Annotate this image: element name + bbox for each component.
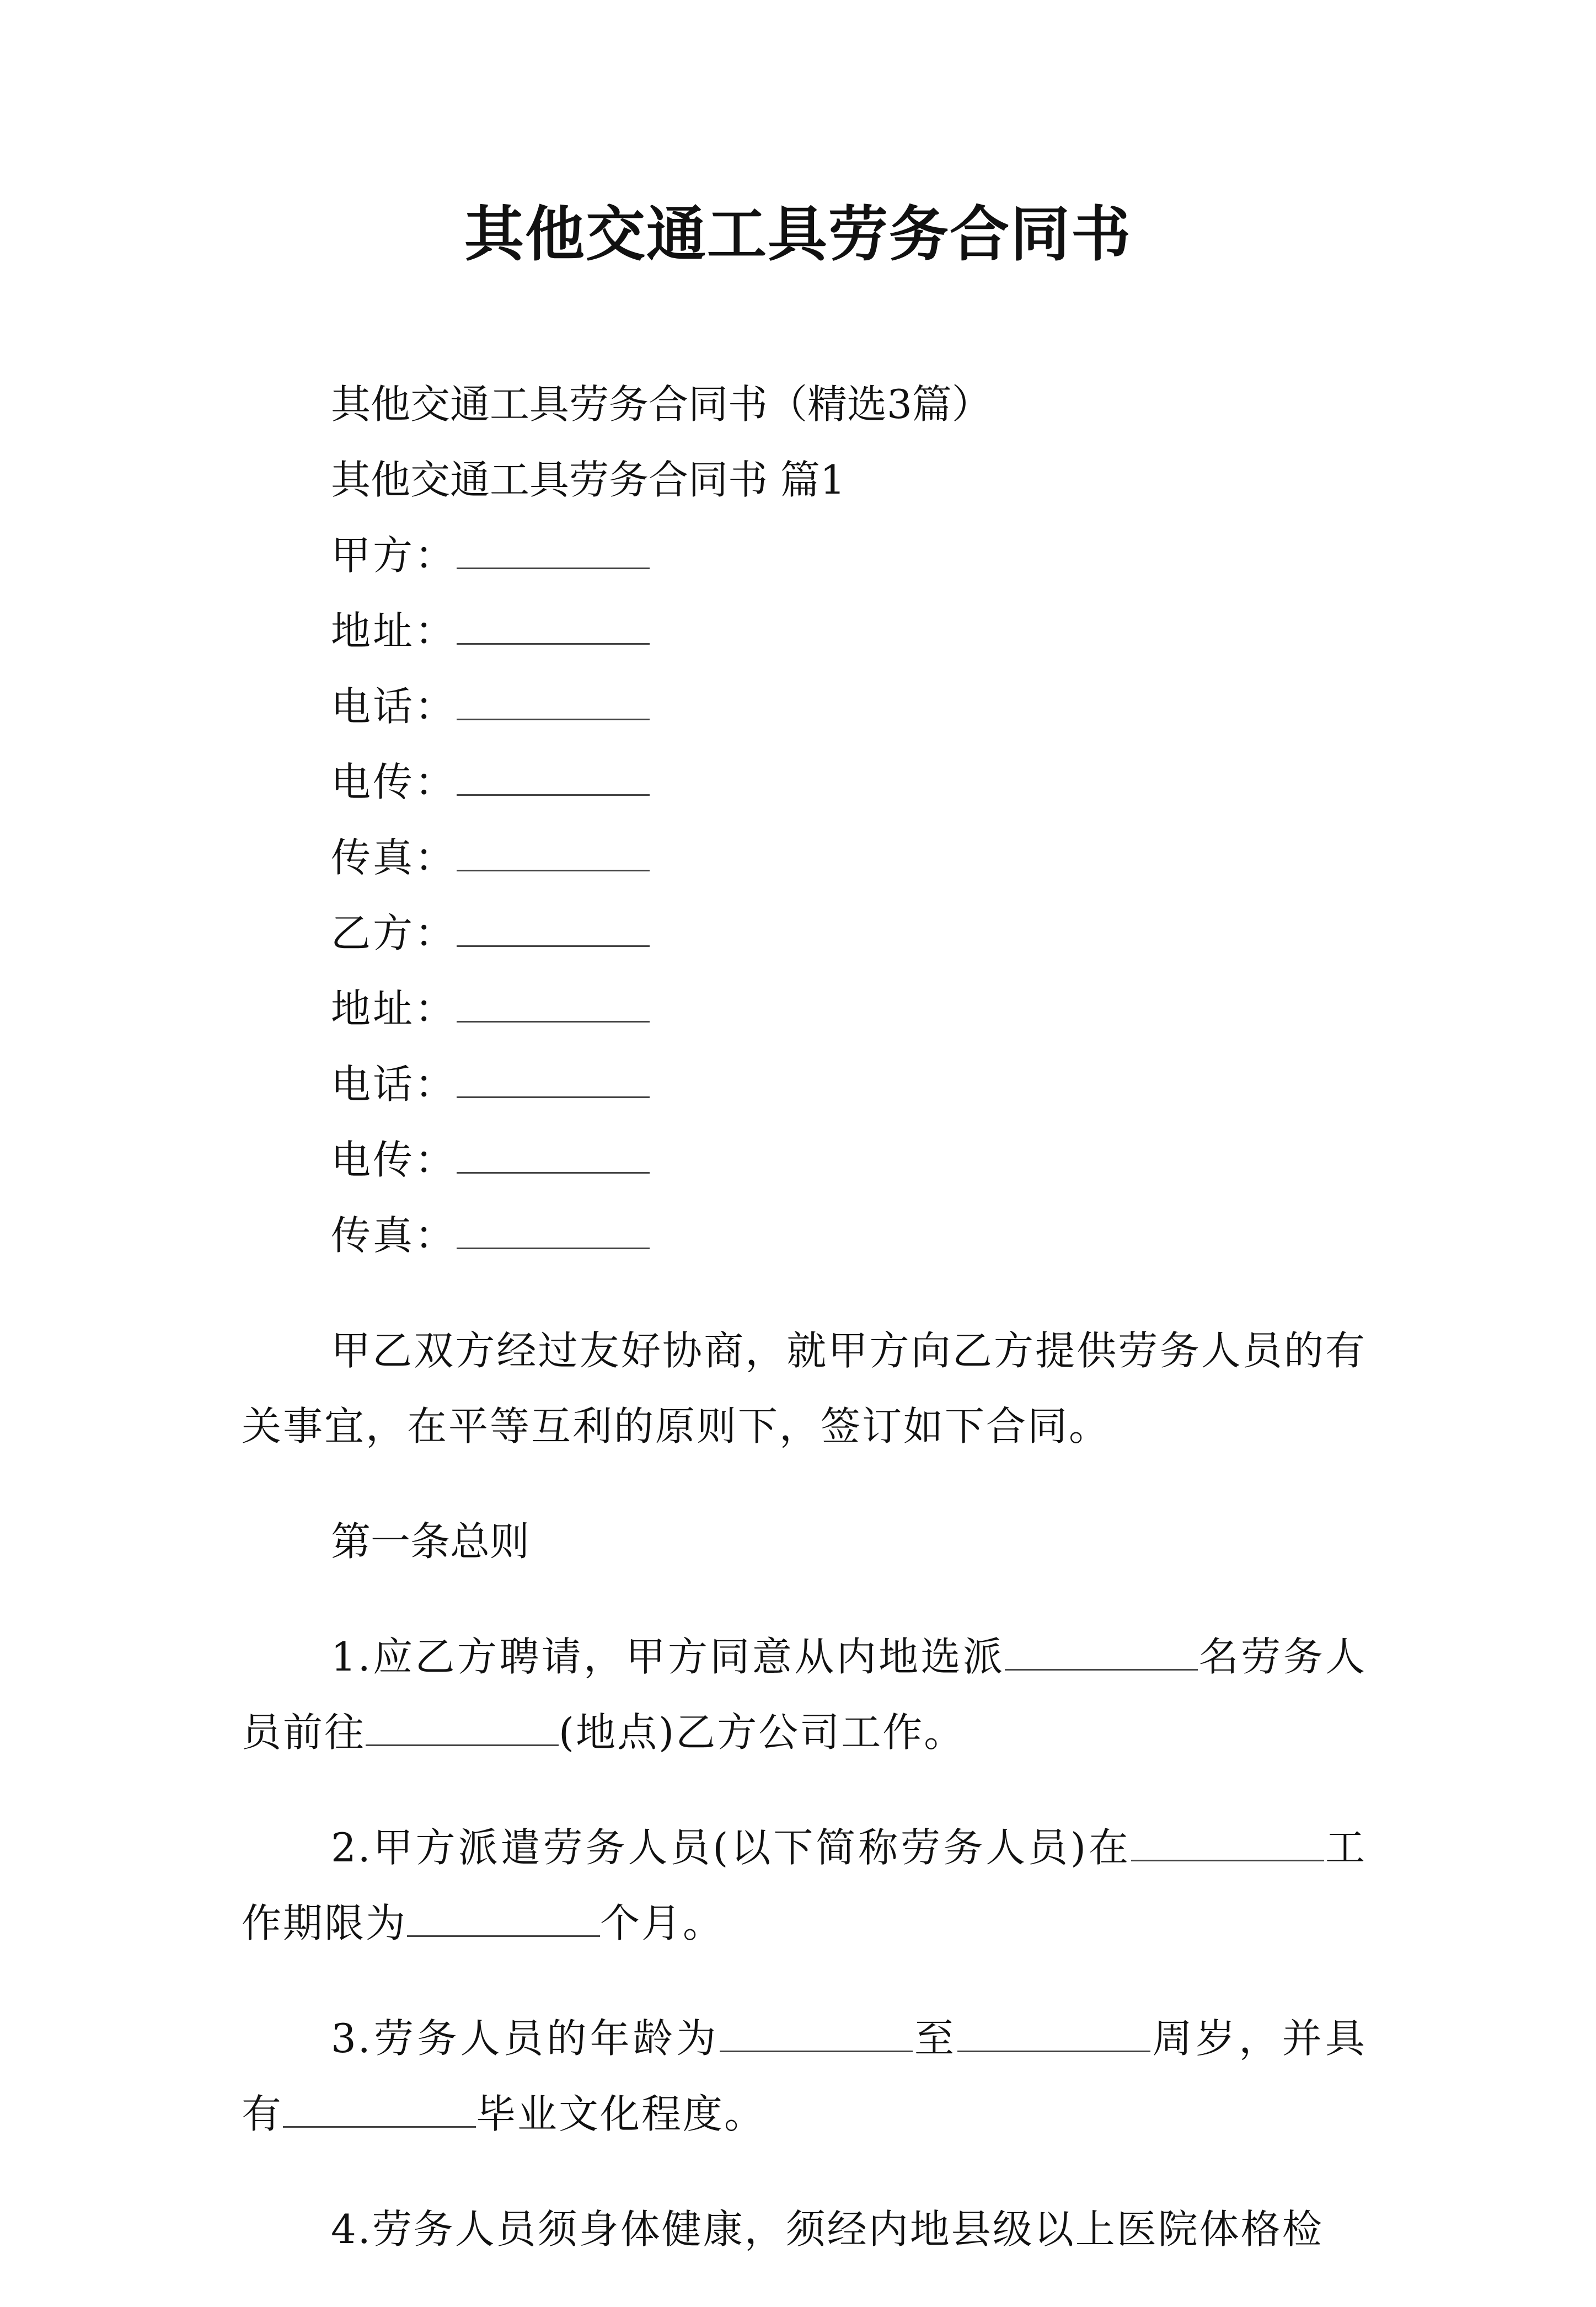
party-a-label: 甲方：: [331, 532, 457, 579]
party-b-address-label: 地址：: [331, 986, 457, 1032]
party-a-phone-label: 电话：: [331, 683, 457, 730]
clause-3-max-age-blank: [957, 2046, 1150, 2052]
clause-1-text-2: 名劳务人员前往: [242, 1634, 1367, 1755]
clause-2-duration-blank: [407, 1931, 600, 1937]
party-a-address-label: 地址：: [331, 608, 457, 654]
party-a-address-row: [242, 593, 1367, 669]
clause-2-text-2: 工作期限为: [242, 1824, 1367, 1946]
clause-4-text-1: 4.劳务人员须身体健康，须经内地县级以上医院体格检: [331, 2206, 1324, 2252]
clause-2-place-blank: [1131, 1855, 1324, 1861]
party-a-fax-row: [242, 820, 1367, 896]
article-1-heading: 第一条总则: [331, 1518, 530, 1565]
intro-paragraph: 甲乙双方经过友好协商，就甲方向乙方提供劳务人员的有关事宜，在平等互利的原则下，签订如下合同。: [242, 1328, 1367, 1449]
clause-3-text-2: 至: [912, 2015, 958, 2062]
party-b-label: 乙方：: [331, 910, 457, 956]
party-b-phone-blank: [457, 1092, 650, 1098]
clause-3-text-4: 毕业文化程度。: [476, 2091, 766, 2137]
party-a-telegraph-row: [242, 745, 1367, 820]
party-a-fax-label: 传真：: [331, 834, 457, 881]
clause-3-min-age-blank: [720, 2046, 913, 2052]
party-b-name-blank: [457, 941, 650, 947]
clause-2: [242, 1810, 1367, 1961]
section-heading: 其他交通工具劳务合同书 篇1: [331, 457, 845, 503]
party-b-fax-label: 传真：: [331, 1212, 457, 1259]
document-title: 其他交通工具劳务合同书: [464, 200, 1132, 269]
party-b-fax-row: [242, 1198, 1367, 1273]
clause-1-text-3: (地点)乙方公司工作。: [559, 1709, 966, 1755]
document-body: [242, 367, 1367, 2307]
clause-1-text-1: 1.应乙方聘请，甲方同意从内地选派: [331, 1634, 1005, 1680]
party-a-address-blank: [457, 639, 650, 645]
party-b-fax-blank: [457, 1243, 650, 1249]
party-a-telegraph-label: 电传：: [331, 759, 457, 805]
party-b-telegraph-label: 电传：: [331, 1137, 457, 1183]
clause-2-text-3: 个月。: [600, 1900, 725, 1946]
party-a-fax-blank: [457, 865, 650, 871]
clause-3-text-1: 3.劳务人员的年龄为: [331, 2015, 720, 2062]
party-a-name-blank: [457, 563, 650, 569]
document-subtitle: 其他交通工具劳务合同书（精选3篇）: [331, 381, 992, 427]
party-b-phone-label: 电话：: [331, 1061, 457, 1107]
party-a-phone-row: [242, 669, 1367, 745]
clause-3-education-blank: [283, 2122, 476, 2128]
party-a-telegraph-blank: [457, 790, 650, 796]
clause-1-location-blank: [366, 1740, 559, 1746]
party-a-name-row: [242, 518, 1367, 593]
clause-1: [242, 1619, 1367, 1770]
party-b-address-blank: [457, 1016, 650, 1023]
party-b-address-row: [242, 971, 1367, 1047]
party-a-phone-blank: [457, 714, 650, 720]
party-b-phone-row: [242, 1047, 1367, 1122]
clause-3-text-3: 周岁，并具有: [242, 2015, 1367, 2137]
clause-4: [242, 2192, 1367, 2267]
party-b-telegraph-blank: [457, 1168, 650, 1174]
party-b-telegraph-row: [242, 1122, 1367, 1198]
clause-1-count-blank: [1005, 1664, 1198, 1671]
clause-3: [242, 2001, 1367, 2152]
party-b-name-row: [242, 896, 1367, 971]
clause-2-text-1: 2.甲方派遣劳务人员(以下简称劳务人员)在: [331, 1824, 1132, 1871]
